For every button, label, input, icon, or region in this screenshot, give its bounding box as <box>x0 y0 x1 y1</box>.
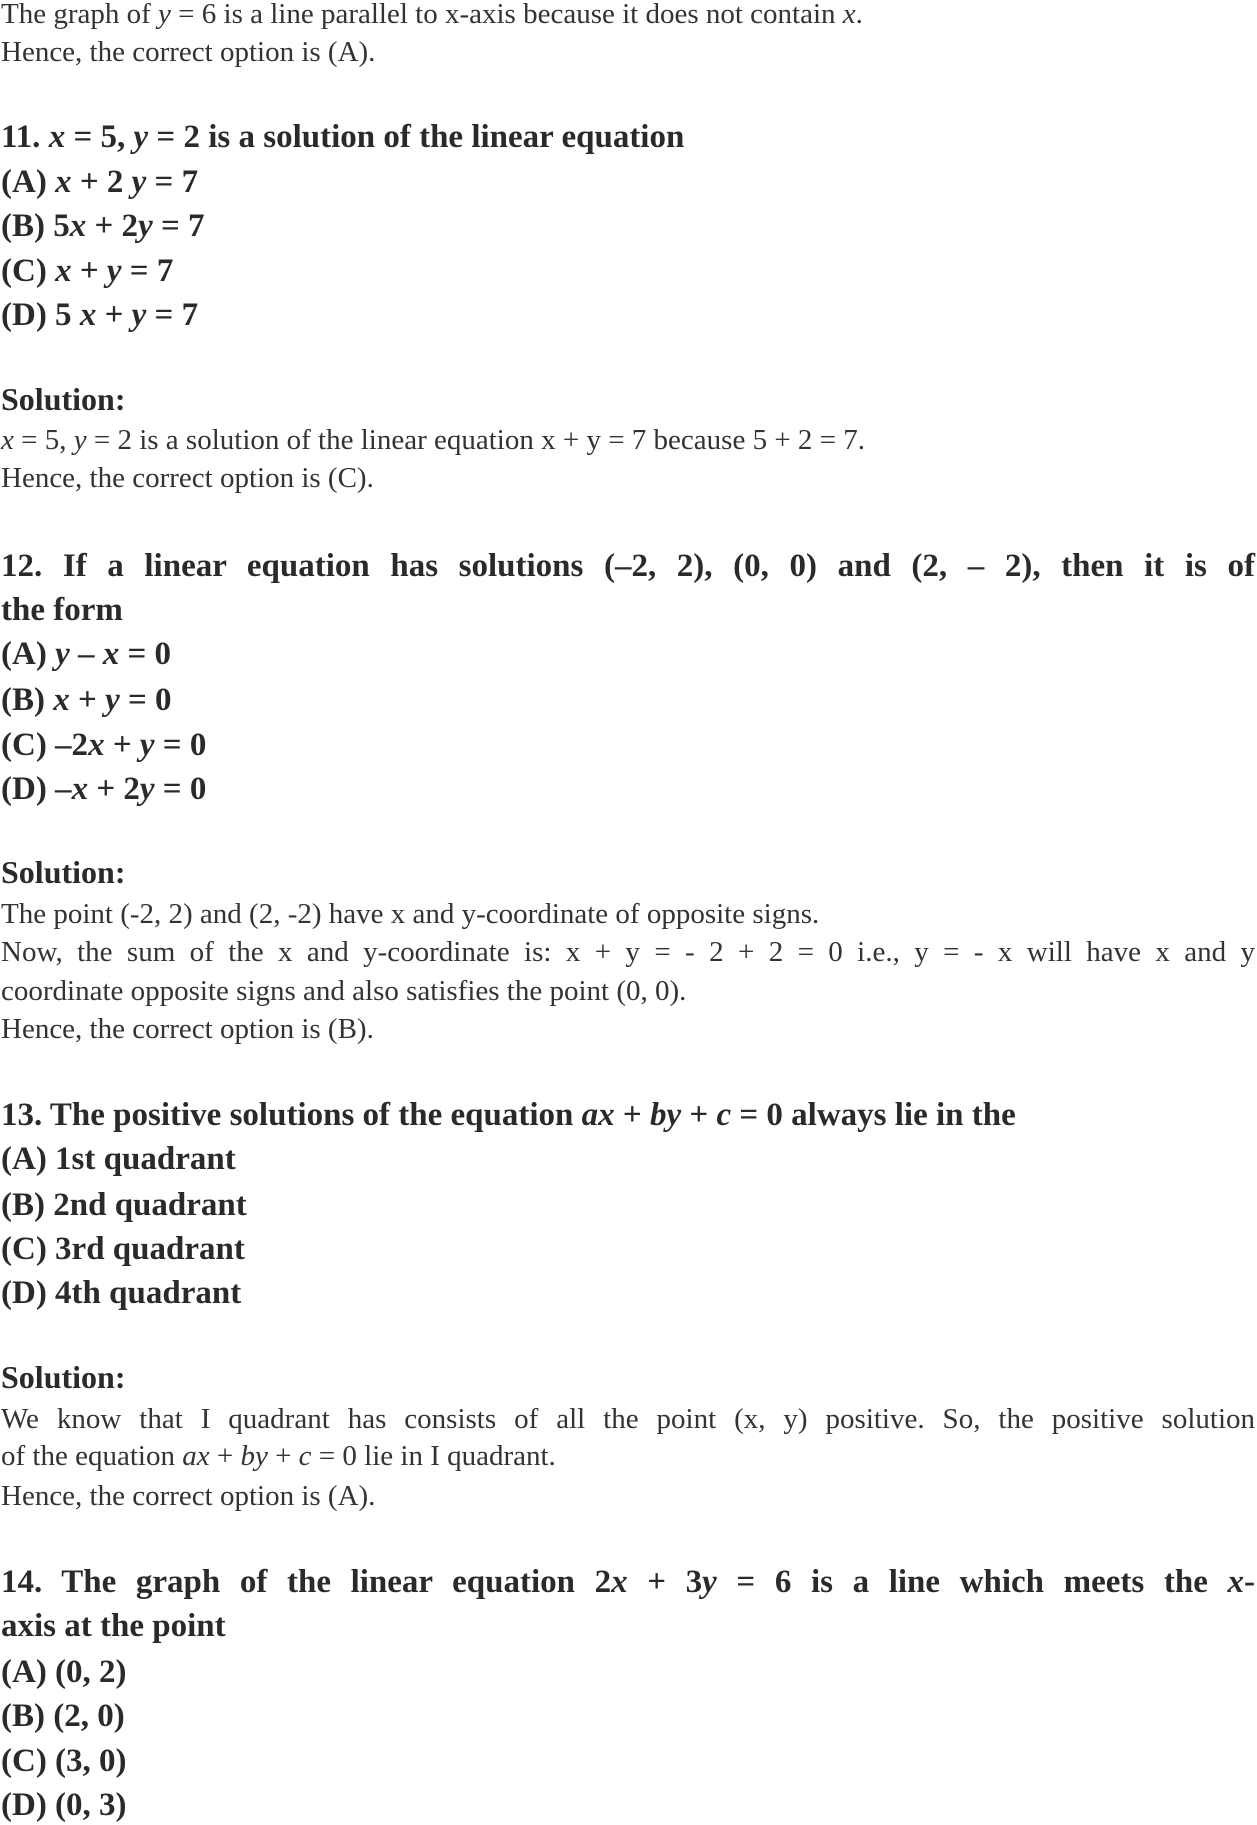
question-12: 12. If a linear equation has solutions (–2, 2), (0, 0) and (2, – 2), then it is of <box>1 548 1255 584</box>
math-var: x <box>71 771 89 807</box>
text: (D) 5 <box>1 297 80 333</box>
question-12-cont: the form <box>1 592 123 628</box>
option-a <box>1 162 198 202</box>
text: = 7 <box>121 253 174 289</box>
solution-line: The point (-2, 2) and (2, -2) have x and y-coordinate of opposite signs. <box>1 898 820 930</box>
math-var: x <box>48 119 66 155</box>
text: (B) <box>1 682 54 718</box>
math-var: x <box>1 424 14 456</box>
question-13 <box>1 1095 1016 1135</box>
question-14-cont: axis at the point <box>1 1608 226 1644</box>
math-var: x <box>55 253 72 289</box>
text: = 0 always lie in the <box>731 1097 1016 1133</box>
text: = 0 lie in I quadrant. <box>311 1440 556 1472</box>
solution-heading: Solution: <box>1 1359 126 1395</box>
math-var: y <box>73 424 87 456</box>
text: + 2 <box>88 771 140 807</box>
text: = 2 is a solution of the linear equation x + y = 7 because 5 + 2 = 7. <box>86 424 866 456</box>
math-var: y <box>131 164 147 200</box>
option-b <box>1 206 205 246</box>
math-var: y <box>158 0 171 30</box>
text: (C) –2 <box>1 727 89 763</box>
question-14 <box>1 1562 1255 1602</box>
option-d <box>1 295 198 335</box>
question-11 <box>1 117 684 157</box>
math-var: y <box>105 682 120 718</box>
math-var: by <box>649 1097 682 1133</box>
math-var: c <box>716 1097 732 1133</box>
text: = 0 <box>119 682 172 718</box>
option-b: (B) (2, 0) <box>1 1698 125 1734</box>
text: = 7 <box>152 208 205 244</box>
text: = 7 <box>146 297 199 333</box>
text: + <box>614 1097 650 1133</box>
text: = 6 is a line parallel to x-axis because it does not contain <box>170 0 843 30</box>
text: + 2 <box>86 208 139 244</box>
option-a: (A) 1st quadrant <box>1 1141 236 1177</box>
math-var: x <box>842 0 856 30</box>
option-d: (D) 4th quadrant <box>1 1275 242 1311</box>
math-var: y <box>133 119 149 155</box>
option-a <box>1 634 171 674</box>
math-var: x <box>53 682 70 718</box>
solution-line: We know that I quadrant has consists of all the point (x, y) positive. So, the positive solution <box>1 1403 1255 1435</box>
option-d <box>1 769 206 809</box>
solution-heading: Solution: <box>1 854 126 890</box>
math-var: x <box>88 727 105 763</box>
previous-answer: Hence, the correct option is (A). <box>1 36 376 68</box>
text: + <box>71 253 107 289</box>
text: (C) <box>1 253 56 289</box>
text: = 7 <box>146 164 199 200</box>
text: (A) <box>1 636 56 672</box>
solution-answer: Hence, the correct option is (B). <box>1 1013 374 1045</box>
text: = 2 is a solution of the linear equation <box>148 119 685 155</box>
solution-line <box>1 420 865 460</box>
math-var: y <box>139 771 155 807</box>
option-c <box>1 725 206 765</box>
text: - <box>1244 1564 1255 1600</box>
text: + <box>267 1440 299 1472</box>
text: + <box>96 297 132 333</box>
solution-line: coordinate opposite signs and also satisfies the point (0, 0). <box>1 975 687 1007</box>
option-d: (D) (0, 3) <box>1 1787 127 1823</box>
text: 14. The graph of the linear equation 2 <box>1 1564 612 1600</box>
math-var: ax <box>182 1440 210 1472</box>
text: . <box>855 0 863 30</box>
math-var: ax <box>581 1097 615 1133</box>
text: The graph of <box>1 0 159 30</box>
solution-heading: Solution: <box>1 381 126 417</box>
text: (B) 5 <box>1 208 70 244</box>
math-var: x <box>102 636 120 672</box>
text: = 0 <box>154 727 207 763</box>
text: = 0 <box>119 636 172 672</box>
text: 13. The positive solutions of the equation <box>1 1097 582 1133</box>
solution-line: Now, the sum of the x and y-coordinate is: x + y = - 2 + 2 = 0 i.e., y = - x will have x and y <box>1 936 1255 968</box>
text: of the equation <box>1 1440 183 1472</box>
text: (A) <box>1 164 56 200</box>
math-var: y <box>702 1564 717 1600</box>
text: + 2 <box>71 164 132 200</box>
option-c: (C) (3, 0) <box>1 1743 127 1779</box>
math-var: y <box>55 636 70 672</box>
math-var: x <box>79 297 97 333</box>
text: + <box>104 727 140 763</box>
math-var: x <box>1227 1564 1244 1600</box>
math-var: y <box>131 297 147 333</box>
text: = 6 is a line which meets the <box>716 1564 1228 1600</box>
math-var: x <box>55 164 72 200</box>
text: = 5, <box>13 424 74 456</box>
math-var: y <box>139 727 155 763</box>
option-b: (B) 2nd quadrant <box>1 1187 247 1223</box>
math-var: x <box>611 1564 628 1600</box>
solution-line <box>1 1436 556 1476</box>
math-var: x <box>69 208 87 244</box>
math-var: y <box>106 253 122 289</box>
solution-answer: Hence, the correct option is (C). <box>1 462 374 494</box>
text: + <box>209 1440 241 1472</box>
text: – <box>69 636 103 672</box>
text: + <box>681 1097 717 1133</box>
option-b <box>1 680 172 720</box>
math-var: c <box>298 1440 312 1472</box>
previous-solution-line <box>1 0 863 34</box>
solution-answer: Hence, the correct option is (A). <box>1 1480 376 1512</box>
option-c <box>1 251 173 291</box>
option-c: (C) 3rd quadrant <box>1 1231 245 1267</box>
text: + 3 <box>627 1564 703 1600</box>
math-var: by <box>240 1440 268 1472</box>
text: = 0 <box>154 771 207 807</box>
text: 11. <box>1 119 49 155</box>
text: + <box>69 682 106 718</box>
option-a: (A) (0, 2) <box>1 1654 127 1690</box>
text: (D) – <box>1 771 72 807</box>
math-var: y <box>138 208 153 244</box>
text: = 5, <box>65 119 134 155</box>
